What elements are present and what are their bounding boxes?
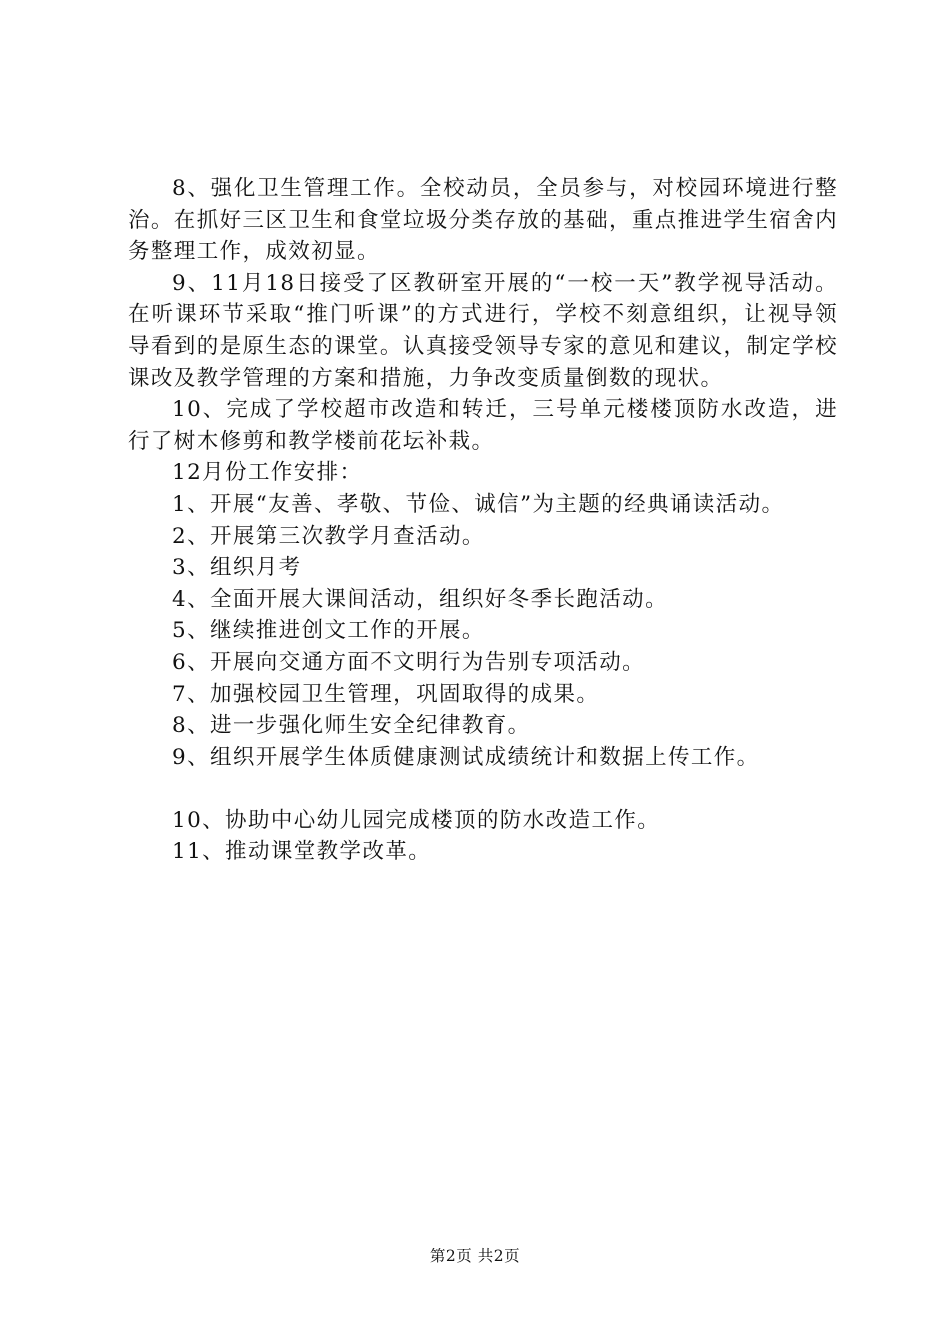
document-body — [128, 173, 838, 868]
paragraph-teaching-inspection: 9、11月18日接受了区教研室开展的“一校一天”教学视导活动。在听课环节采取“推门听课”的方式进行，学校不刻意组织，让视导领导看到的是原生态的课堂。认真接受领导专家的意见和建议，制定学校课改及教学管理的方案和措施，力争改变质量倒数的现状。 — [128, 270, 838, 391]
plan-item-4: 4、全面开展大课间活动，组织好冬季长跑活动。 — [172, 586, 668, 612]
paragraph-hygiene-management: 8、强化卫生管理工作。全校动员，全员参与，对校园环境进行整治。在抓好三区卫生和食堂垃圾分类存放的基础，重点推进学生宿舍内务整理工作，成效初显。 — [128, 176, 838, 265]
plan-item-10: 10、协助中心幼儿园完成楼顶的防水改造工作。 — [172, 807, 661, 833]
december-plan-heading: 12月份工作安排： — [172, 460, 363, 486]
plan-item-9: 9、组织开展学生体质健康测试成绩统计和数据上传工作。 — [172, 744, 760, 770]
plan-item-2: 2、开展第三次教学月查活动。 — [172, 523, 485, 549]
plan-item-1: 1、开展“友善、孝敬、节俭、诚信”为主题的经典诵读活动。 — [172, 491, 785, 517]
blank-line — [128, 773, 838, 805]
plan-item-11: 11、推动课堂教学改革。 — [172, 839, 432, 865]
plan-item-7: 7、加强校园卫生管理，巩固取得的成果。 — [172, 681, 600, 707]
page-footer: 第2页 共2页 — [429, 1247, 521, 1265]
plan-item-8: 8、进一步强化师生安全纪律教育。 — [172, 713, 531, 739]
plan-item-5: 5、继续推进创文工作的开展。 — [172, 618, 485, 644]
plan-item-3: 3、组织月考 — [172, 555, 302, 581]
plan-item-6: 6、开展向交通方面不文明行为告别专项活动。 — [172, 649, 646, 675]
paragraph-supermarket-renovation: 10、完成了学校超市改造和转迁，三号单元楼楼顶防水改造，进行了树木修剪和教学楼前花坛补栽。 — [128, 397, 838, 454]
